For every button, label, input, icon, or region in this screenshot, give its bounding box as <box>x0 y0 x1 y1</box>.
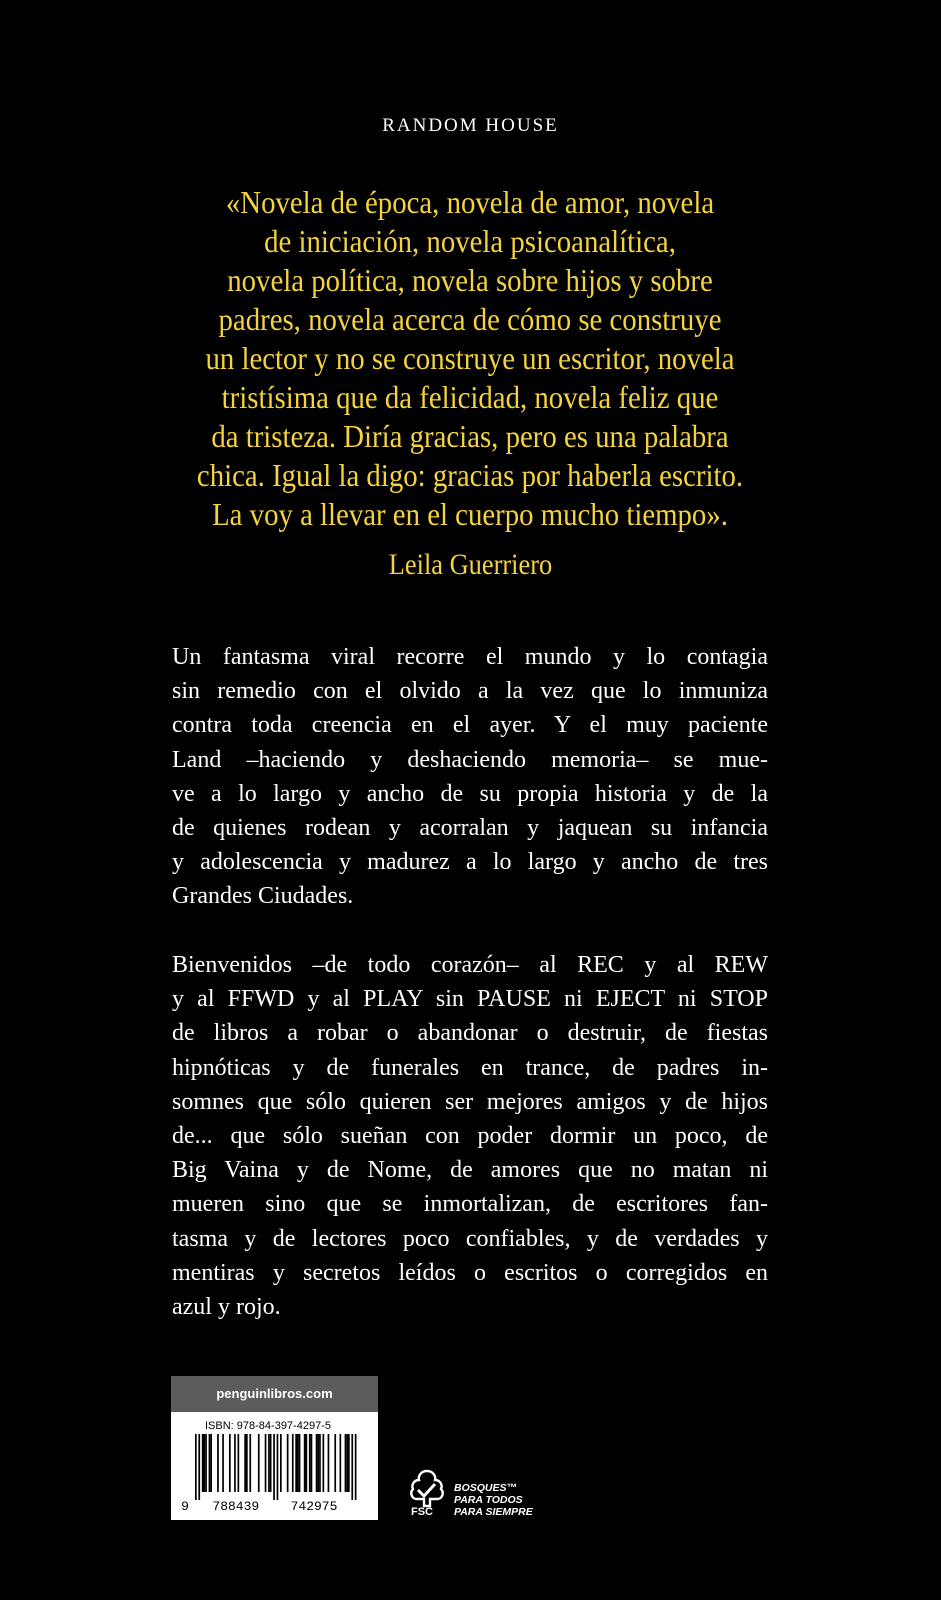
quote-author: Leila Guerriero <box>388 548 553 581</box>
barcode-bar <box>311 1434 313 1492</box>
synopsis-line: Land –haciendo y deshaciendo memoria– se mue- <box>172 746 768 773</box>
quote-line: tristísima que da felicidad, novela feliz que <box>221 379 719 415</box>
barcode-bar <box>292 1434 294 1492</box>
barcode-bar <box>323 1434 325 1492</box>
quote-line: un lector y no se construye un escritor, novela <box>205 340 735 376</box>
barcode-bar <box>317 1434 319 1492</box>
barcode-bar <box>209 1434 211 1492</box>
barcode-bar <box>198 1434 200 1500</box>
barcode-bar <box>210 1434 212 1492</box>
fsc-slogan-line: PARA TODOS <box>454 1494 523 1506</box>
barcode-bar <box>348 1434 350 1492</box>
barcode-bar <box>340 1434 342 1492</box>
fsc-label: FSC <box>411 1506 433 1518</box>
barcode-bar <box>222 1434 224 1492</box>
barcode-bar <box>280 1434 282 1492</box>
tree-check-icon <box>404 1468 450 1508</box>
synopsis-line: sin remedio con el olvido a la vez que lo inmuniza <box>172 678 768 705</box>
synopsis-line: de quienes rodean y acorralan y jaquean su infancia <box>172 815 768 842</box>
barcode-bar <box>309 1434 311 1492</box>
synopsis-line: Big Vaina y de Nome, de amores que no matan ni <box>172 1157 768 1184</box>
barcode-bar <box>334 1434 336 1492</box>
barcode-digits: 9 <box>181 1499 189 1514</box>
synopsis-line: Bienvenidos –de todo corazón– al REC y al REW <box>172 952 768 978</box>
barcode-bar <box>345 1434 347 1492</box>
barcode-bar <box>328 1434 330 1492</box>
synopsis-line: Un fantasma viral recorre el mundo y lo contagia <box>172 644 768 670</box>
barcode-bar <box>234 1434 236 1492</box>
barcode-bar <box>202 1434 204 1492</box>
barcode-bar <box>265 1434 267 1492</box>
barcode-bar <box>246 1434 248 1492</box>
barcode-bar <box>316 1434 318 1492</box>
barcode-bar <box>249 1434 251 1492</box>
synopsis-line: tasma y de lectores poco confiables, y de verdades y <box>172 1225 768 1252</box>
barcode-bar <box>270 1434 272 1492</box>
fsc-slogan <box>454 1482 533 1518</box>
barcode-bar <box>268 1434 270 1492</box>
publisher-imprint: RANDOM HOUSE <box>382 115 559 136</box>
barcode-digits: 788439 <box>212 1499 260 1514</box>
barcode-bar <box>306 1434 308 1492</box>
fsc-slogan-line: BOSQUES™ <box>454 1482 518 1494</box>
barcode-bar <box>287 1434 289 1492</box>
isbn-label: ISBN: 978-84-397-4297-5 <box>205 1420 331 1432</box>
synopsis-line: de... que sólo sueñan con poder dormir un poco, de <box>172 1123 768 1150</box>
barcode-bar <box>258 1434 260 1492</box>
website-label: penguinlibros.com <box>171 1376 378 1412</box>
synopsis-line: azul y rojo. <box>172 1294 281 1321</box>
barcode-bar <box>273 1434 275 1500</box>
quote-line: de iniciación, novela psicoanalítica, <box>264 223 676 259</box>
barcode-bar <box>319 1434 321 1492</box>
barcode-bar <box>351 1434 353 1500</box>
synopsis-line: y al FFWD y al PLAY sin PAUSE ni EJECT ni STOP <box>172 986 768 1013</box>
barcode-bar <box>346 1434 348 1492</box>
barcode-bar <box>195 1434 197 1500</box>
quote-line: chica. Igual la digo: gracias por haberla escrito. <box>196 457 744 493</box>
barcode-bar <box>297 1434 299 1492</box>
synopsis-line: Grandes Ciudades. <box>172 883 354 910</box>
barcode-bar <box>229 1434 231 1492</box>
barcode-bar <box>277 1434 279 1500</box>
barcode-image <box>171 1434 378 1520</box>
quote-line: La voy a llevar en el cuerpo mucho tiempo». <box>212 496 728 532</box>
barcode-bar <box>204 1434 206 1492</box>
quote-line: «Novela de época, novela de amor, novela <box>225 184 715 220</box>
barcode-bar <box>299 1434 301 1492</box>
synopsis-line: mentiras y secretos leídos o escritos o corregidos en <box>172 1259 768 1286</box>
quote-line: padres, novela acerca de cómo se construye <box>218 301 722 337</box>
barcode-bar <box>238 1434 240 1492</box>
barcode-bar <box>355 1434 357 1500</box>
isbn-barcode-box <box>171 1376 378 1520</box>
barcode-bar <box>205 1434 207 1492</box>
fsc-logo <box>404 1468 554 1528</box>
barcode-bar <box>295 1434 297 1492</box>
barcode-bar <box>217 1434 219 1492</box>
fsc-slogan-line: PARA SIEMPRE <box>454 1506 533 1518</box>
synopsis-paragraph-2 <box>172 948 768 1324</box>
barcode-bar <box>244 1434 246 1492</box>
synopsis-line: ve a lo largo y ancho de su propia historia y de la <box>172 780 768 807</box>
quote-line: da tristeza. Diría gracias, pero es una palabra <box>211 418 729 454</box>
synopsis-line: hipnóticas y de funerales en trance, de padres in- <box>172 1054 768 1081</box>
barcode-digits: 742975 <box>290 1499 338 1514</box>
synopsis-line: somnes que sólo quieren ser mejores amigos y de hijos <box>172 1088 768 1115</box>
synopsis-paragraph-1 <box>172 640 768 914</box>
barcode-bar <box>304 1434 306 1492</box>
synopsis-line: mueren sino que se inmortalizan, de escritores fan- <box>172 1191 768 1218</box>
synopsis-line: contra toda creencia en el ayer. Y el muy paciente <box>172 712 768 739</box>
synopsis-line: y adolescencia y madurez a lo largo y ancho de tres <box>172 849 768 876</box>
blurb-quote <box>182 183 758 534</box>
quote-line: novela política, novela sobre hijos y sobre <box>227 262 713 298</box>
synopsis-line: de libros a robar o abandonar o destruir, de fiestas <box>172 1020 768 1047</box>
